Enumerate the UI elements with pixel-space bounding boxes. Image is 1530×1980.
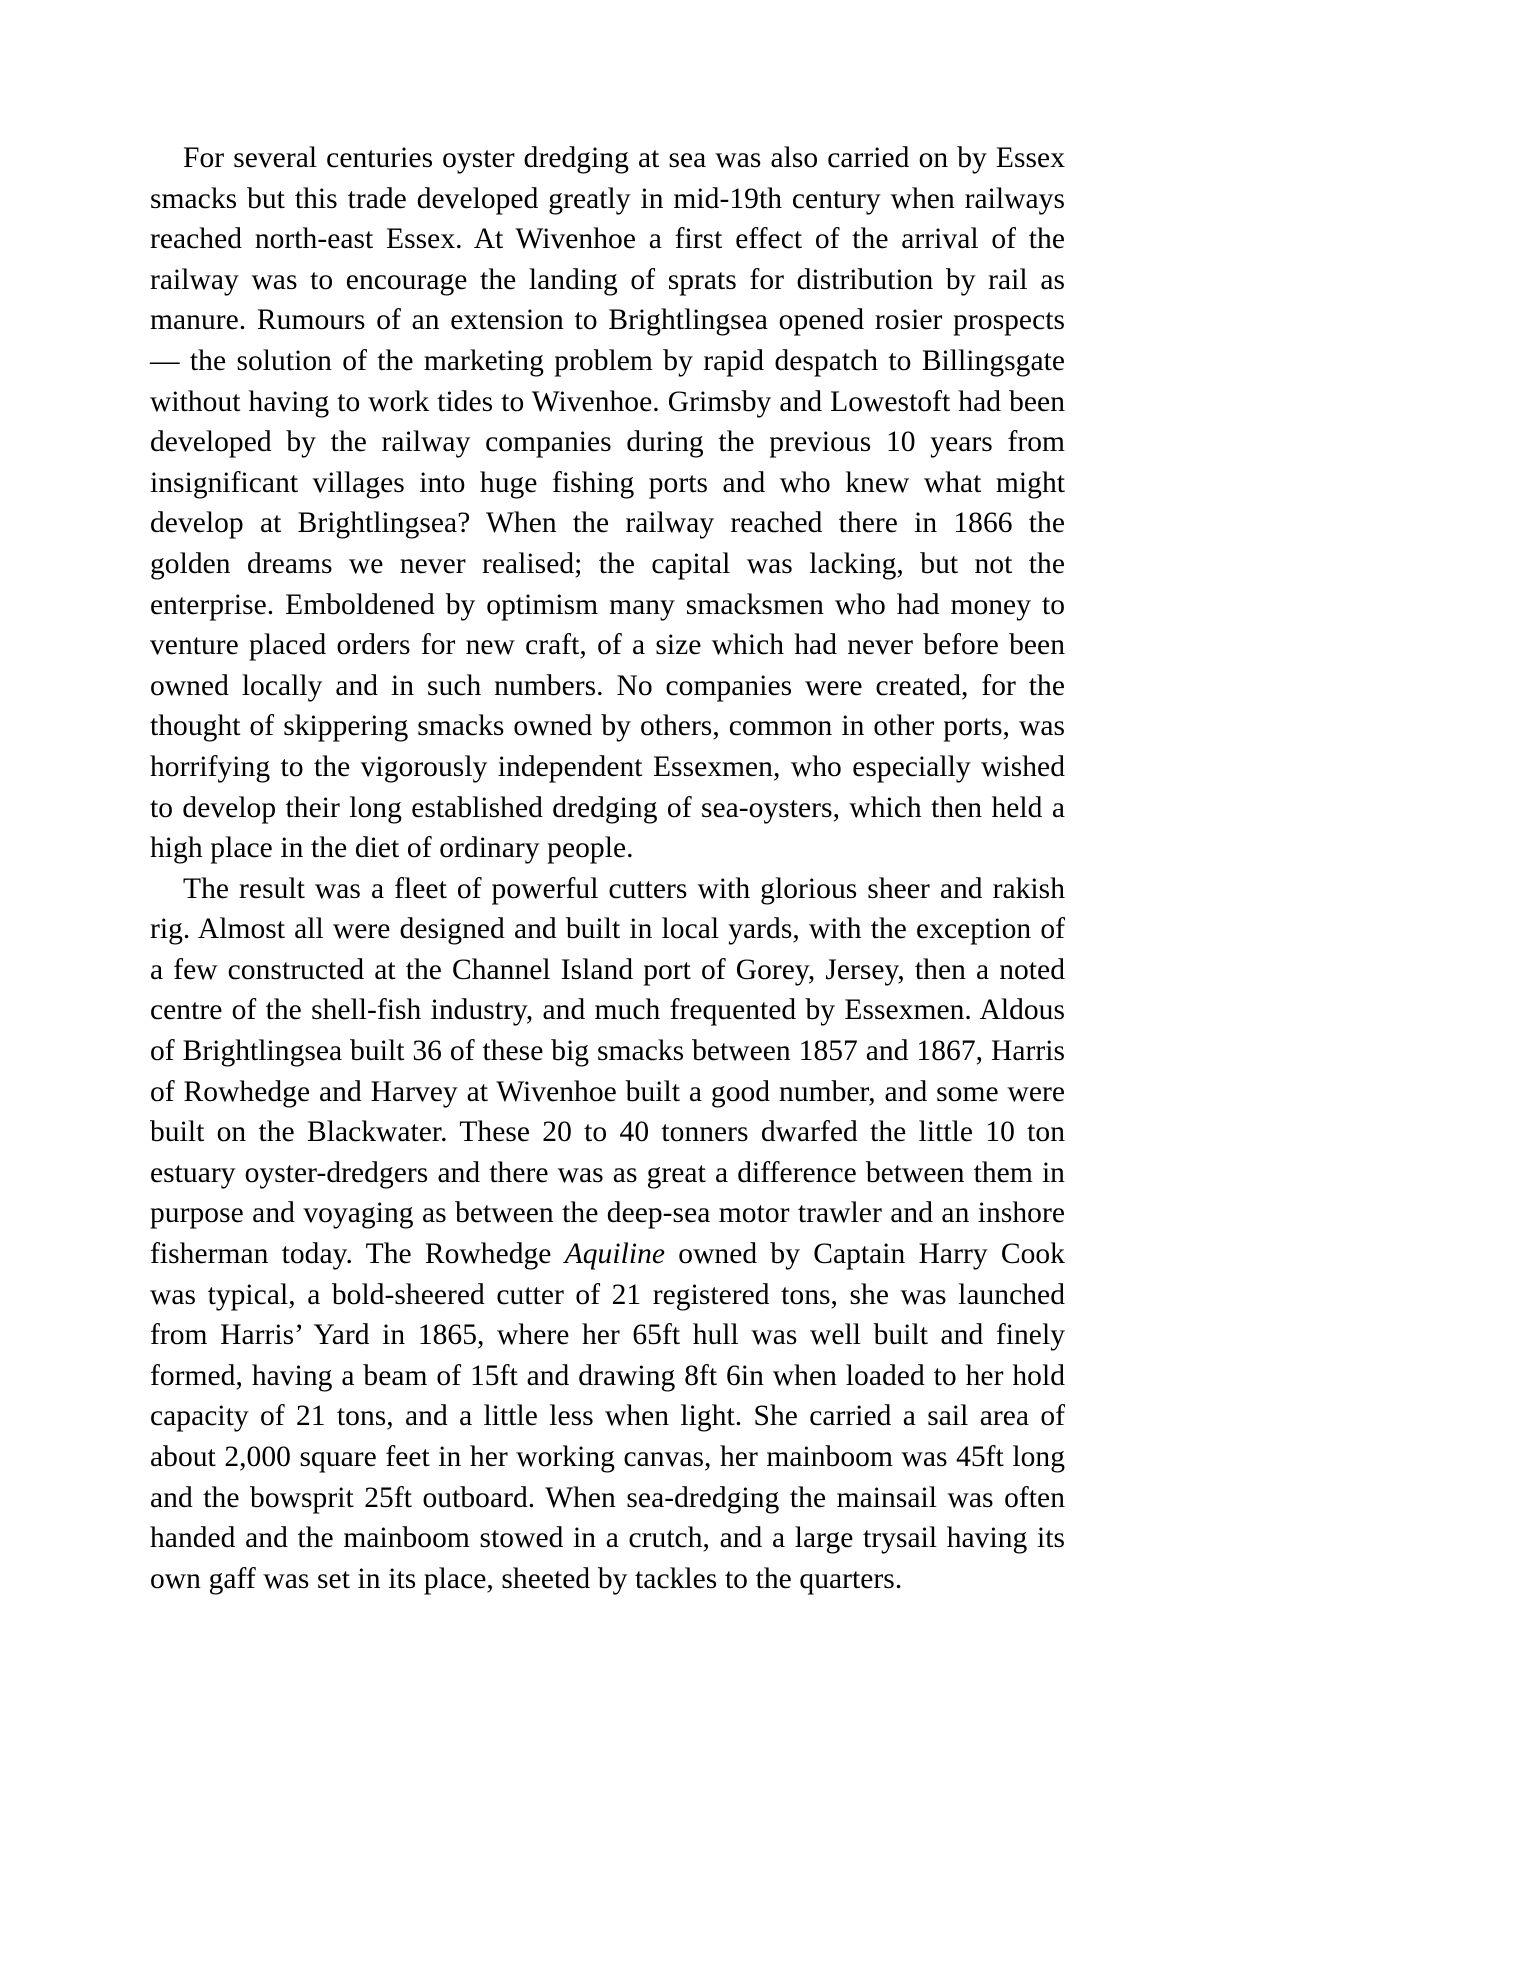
paragraph-2-text-before-italic: The result was a fleet of powerful cutters with glorious sheer and rakish rig. Almost all were designed and built in local yards, with the exception of a few constructed at the Channel Island port of Gorey, Jersey, then a noted centre of the shell-fish industry, and much frequented by Essexmen. Aldous of Brightlingsea built 36 of these big smacks between 1857 and 1867, Harris of Rowhedge and Harvey at Wivenhoe built a good number, and some were built on the Blackwater. These 20 to 40 tonners dwarfed the little 10 ton estuary oyster-dredgers and there was as great a difference between them in purpose and voyaging as between the deep-sea motor trawler and an inshore fisherman today. The Rowhedge [150, 872, 1065, 1271]
paragraph-2-text-after-italic: owned by Captain Harry Cook was typical, a bold-sheered cutter of 21 registered tons, she was launched from Harris’ Yard in 1865, where her 65ft hull was well built and finely formed, having a beam of 15ft and drawing 8ft 6in when loaded to her hold capacity of 21 tons, and a little less when light. She carried a sail area of about 2,000 square feet in her working canvas, her mainboom was 45ft long and the bowsprit 25ft outboard. When sea-dredging the mainsail was often handed and the mainboom stowed in a crutch, and a large trysail having its own gaff was set in its place, sheeted by tackles to the quarters. [150, 1238, 1065, 1595]
paragraph-2-italic-term: Aquiline [564, 1238, 666, 1271]
text-column [150, 138, 1065, 1599]
paragraph-1-text-before-italic: For several centuries oyster dredging at sea was also carried on by Essex smacks but this trade developed greatly in mid-19th century when railways reached north-east Essex. At Wivenhoe a first effect of the arrival of the railway was to encourage the landing of sprats for distribution by rail as manure. Rumours of an extension to Brightlingsea opened rosier prospects — the solution of the marketing problem by rapid despatch to Billingsgate without having to work tides to Wivenhoe. Grimsby and Lowestoft had been developed by the railway companies during the previous 10 years from insignificant villages into huge fishing ports and who knew what might develop at Brightlingsea? When the railway reached there in 1866 the golden dreams we never realised; the capital was lacking, but not the enterprise. Emboldened by optimism many smacksmen who had money to venture placed orders for new craft, of a size which had never before been owned locally and in such numbers. No companies were created, for the thought of skippering smacks owned by others, common in other ports, was horrifying to the vigorously independent Essexmen, who especially wished to develop their long established dredging of sea-oysters, which then held a high place in the diet of ordinary people. [150, 142, 1065, 865]
body-paragraph-1 [150, 138, 1065, 869]
body-paragraph-2 [150, 869, 1065, 1600]
